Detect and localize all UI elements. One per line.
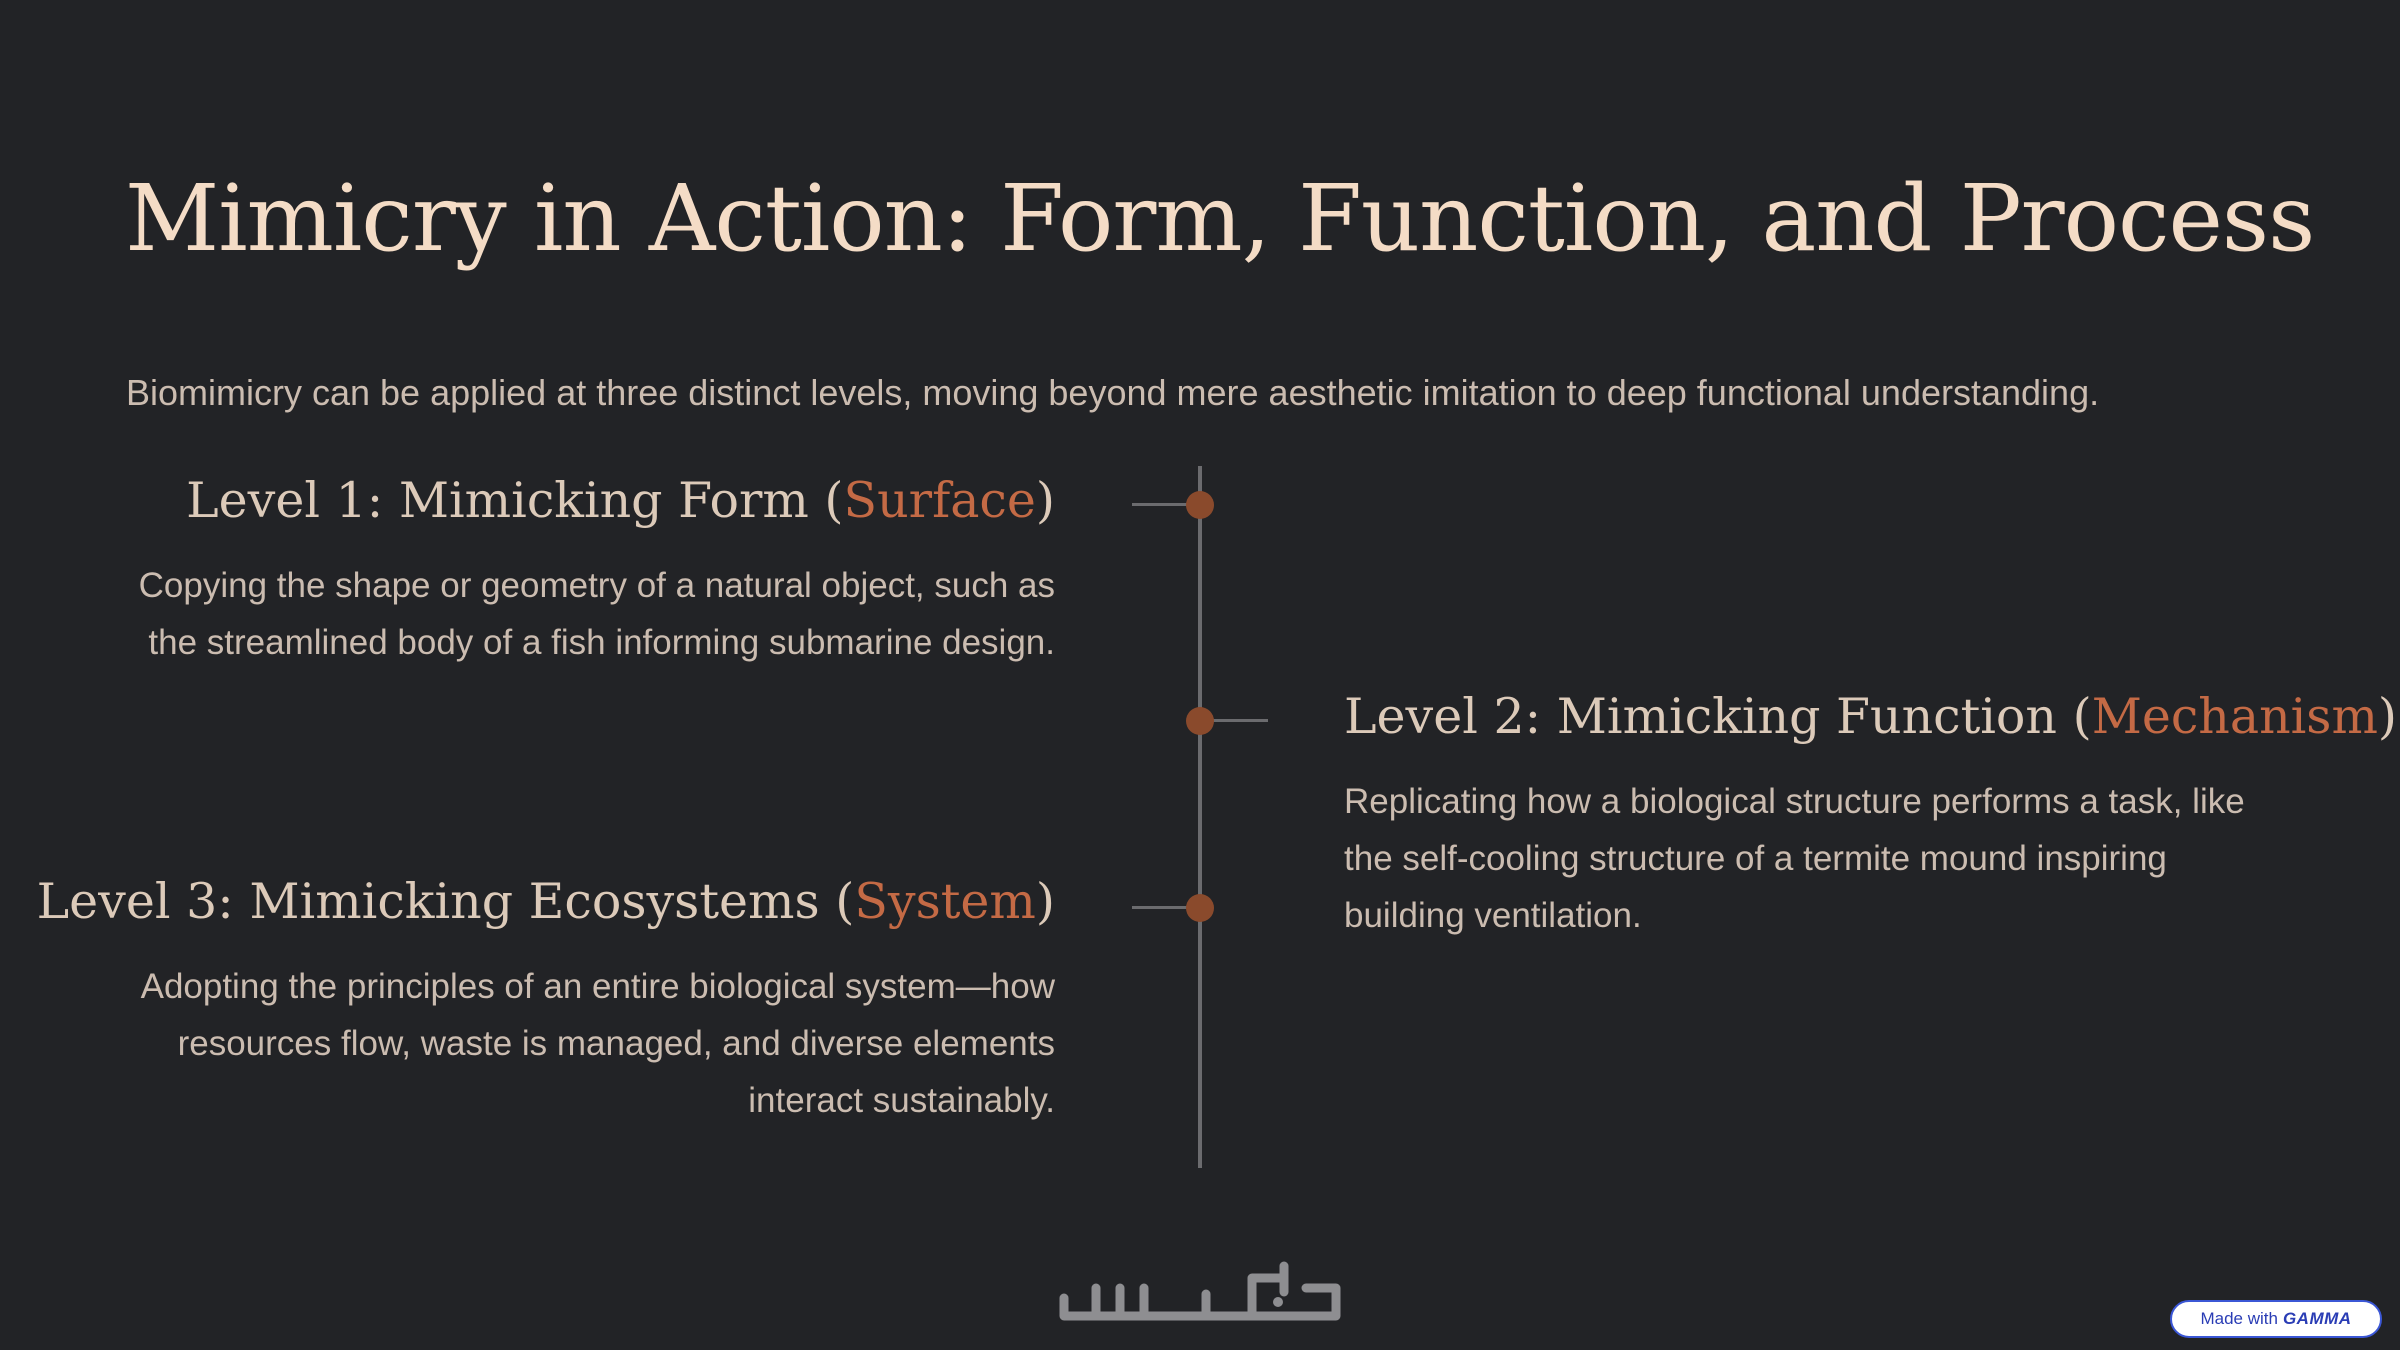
level-1-heading-prefix: Level 1: Mimicking Form ( <box>186 472 844 529</box>
level-2-description: Replicating how a biological structure performs a task, like the self-cooling structure of a termite mound inspiring building ventilation. <box>1344 782 2245 935</box>
level-2-heading-prefix: Level 2: Mimicking Function ( <box>1344 688 2092 745</box>
timeline-dot-2 <box>1186 707 1214 735</box>
badge-made-with-label: Made with <box>2200 1309 2278 1328</box>
level-2-heading <box>1344 688 2397 747</box>
timeline-line <box>1198 466 1202 1168</box>
level-2-heading-suffix: ) <box>2377 688 2398 745</box>
level-3-heading-accent: System <box>854 873 1036 930</box>
slide-subtitle: Biomimicry can be applied at three distinct levels, moving beyond mere aesthetic imitation to deep functional understanding. <box>126 372 2100 413</box>
level-1-description: Copying the shape or geometry of a natural object, such as the streamlined body of a fish informing submarine design. <box>138 566 1055 662</box>
level-1-heading <box>186 472 1055 531</box>
timeline-dot-1 <box>1186 491 1214 519</box>
badge-brand-label: GAMMA <box>2282 1309 2352 1328</box>
level-2-heading-accent: Mechanism <box>2091 688 2378 745</box>
khamsat-logo <box>1056 1258 1346 1324</box>
level-3-description: Adopting the principles of an entire biological system—how resources flow, waste is managed, and diverse elements interact sustainably. <box>140 967 1055 1120</box>
timeline-dot-3 <box>1186 894 1214 922</box>
level-3-heading-prefix: Level 3: Mimicking Ecosystems ( <box>36 873 855 930</box>
made-with-gamma-badge[interactable] <box>2170 1300 2382 1338</box>
level-3-heading <box>37 873 1055 932</box>
slide-title: Mimicry in Action: Form, Function, and Process <box>125 165 2315 272</box>
level-1-heading-suffix: ) <box>1035 472 1055 529</box>
level-3-heading-suffix: ) <box>1035 873 1055 930</box>
level-1-heading-accent: Surface <box>843 472 1036 529</box>
